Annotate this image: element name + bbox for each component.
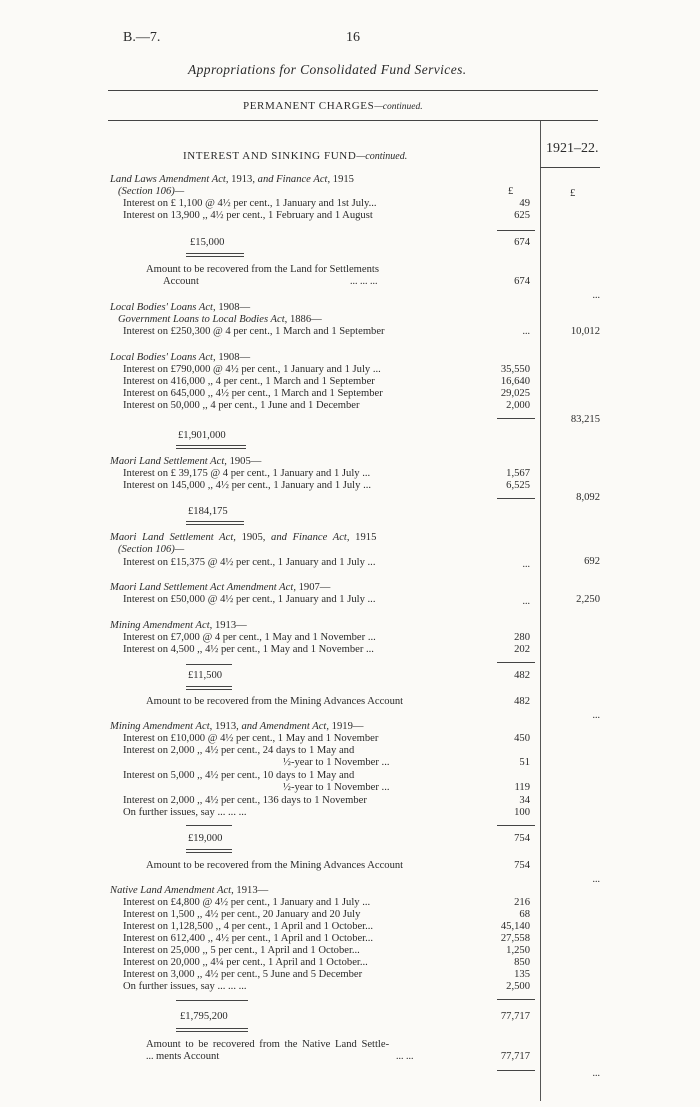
year-rule bbox=[540, 167, 600, 168]
total-rule bbox=[176, 448, 246, 449]
act-title: Native Land Amendment Act, 1913— bbox=[110, 885, 269, 896]
interest-value: 2,000 bbox=[506, 400, 530, 411]
act-section: (Section 106)— bbox=[118, 186, 185, 197]
recovery-line: Amount to be recovered from the Land for Settlements bbox=[146, 264, 379, 275]
total-rule bbox=[186, 825, 232, 826]
interest-value: 51 bbox=[519, 757, 530, 768]
act-title: Maori Land Settlement Act, 1905, and Finance Act, 1915 bbox=[110, 532, 377, 543]
appropriation-value: ... bbox=[592, 290, 600, 301]
pound-sign-column-2: £ bbox=[570, 188, 576, 199]
interest-line: Interest on 612,400 ,, 4½ per cent., 1 April and 1 October... bbox=[123, 933, 374, 944]
appropriation-value: 83,215 bbox=[570, 414, 600, 425]
interest-value: 68 bbox=[519, 909, 530, 920]
interest-line: Interest on 145,000 ,, 4½ per cent., 1 January and 1 July ... bbox=[123, 480, 372, 491]
interest-line: Interest on 5,000 ,, 4½ per cent., 10 days to 1 May and bbox=[123, 770, 355, 781]
subtitle-rule bbox=[108, 120, 598, 121]
subtotal-value: 482 bbox=[514, 670, 530, 681]
total-rule bbox=[186, 689, 232, 690]
appropriation-value: 8,092 bbox=[576, 492, 600, 503]
interest-line: Interest on £4,800 @ 4½ per cent., 1 January and 1 July ... bbox=[123, 897, 371, 908]
interest-value: 27,558 bbox=[500, 933, 530, 944]
interest-value: 35,550 bbox=[500, 364, 530, 375]
year-column-heading: 1921–22. bbox=[546, 141, 599, 156]
leader-dots: ... ... bbox=[396, 1051, 414, 1062]
recovery-value: 77,717 bbox=[500, 1051, 530, 1062]
interest-line: Interest on 2,000 ,, 4½ per cent., 136 days to 1 November bbox=[123, 795, 367, 806]
interest-line: Interest on 13,900 ,, 4½ per cent., 1 February and 1 August bbox=[123, 210, 373, 221]
interest-line: Interest on £250,300 @ 4 per cent., 1 March and 1 September bbox=[123, 326, 385, 337]
recovery-line: Amount to be recovered from the Mining Advances Account bbox=[146, 696, 404, 707]
principal-total: £15,000 bbox=[190, 237, 225, 248]
recovery-value: 674 bbox=[514, 276, 530, 287]
total-rule bbox=[186, 256, 244, 257]
act-title: Maori Land Settlement Act, 1905— bbox=[110, 456, 262, 467]
act-title: Land Laws Amendment Act, 1913, and Finance Act, 1915 bbox=[110, 174, 354, 185]
act-title: Mining Amendment Act, 1913, and Amendment Act, 1919— bbox=[110, 721, 364, 732]
interest-value: 2,500 bbox=[506, 981, 530, 992]
appropriation-value: 10,012 bbox=[570, 326, 600, 337]
interest-value: ... bbox=[522, 326, 530, 337]
interest-value: 34 bbox=[519, 795, 530, 806]
recovery-line: ... ments Account bbox=[146, 1051, 220, 1062]
title-rule bbox=[108, 90, 598, 91]
interest-line: Interest on 416,000 ,, 4 per cent., 1 March and 1 September bbox=[123, 376, 375, 387]
column-divider bbox=[540, 121, 541, 1101]
interest-line: Interest on 2,000 ,, 4½ per cent., 24 days to 1 May and bbox=[123, 745, 355, 756]
interest-line: Interest on 645,000 ,, 4½ per cent., 1 March and 1 September bbox=[123, 388, 383, 399]
total-rule bbox=[186, 521, 244, 522]
document-reference: B.—7. bbox=[123, 30, 161, 45]
interest-line: Interest on 1,128,500 ,, 4 per cent., 1 April and 1 October... bbox=[123, 921, 374, 932]
interest-value: 1,250 bbox=[506, 945, 530, 956]
subtotal-rule bbox=[497, 999, 535, 1000]
interest-line: Interest on 4,500 ,, 4½ per cent., 1 May and 1 November ... bbox=[123, 644, 374, 655]
leader-dots: ... ... ... bbox=[350, 276, 378, 287]
principal-total: £11,500 bbox=[188, 670, 223, 681]
interest-value: 450 bbox=[514, 733, 530, 744]
recovery-value: 482 bbox=[514, 696, 530, 707]
act-title: Maori Land Settlement Act Amendment Act, 1907— bbox=[110, 582, 331, 593]
page-subtitle: PERMANENT CHARGES—continued. bbox=[243, 100, 423, 112]
interest-value: 45,140 bbox=[500, 921, 530, 932]
interest-line: Interest on £ 39,175 @ 4 per cent., 1 January and 1 July ... bbox=[123, 468, 371, 479]
interest-line: Interest on 1,500 ,, 4½ per cent., 20 January and 20 July bbox=[123, 909, 361, 920]
page-title: Appropriations for Consolidated Fund Services. bbox=[188, 62, 467, 77]
subtotal-value: 754 bbox=[514, 833, 530, 844]
interest-value: 135 bbox=[514, 969, 530, 980]
act-title: Government Loans to Local Bodies Act, 1886— bbox=[118, 314, 322, 325]
interest-value: 6,525 bbox=[506, 480, 530, 491]
interest-line: Interest on 50,000 ,, 4 per cent., 1 June and 1 December bbox=[123, 400, 360, 411]
interest-value: 850 bbox=[514, 957, 530, 968]
subtotal-value: 77,717 bbox=[500, 1011, 530, 1022]
interest-line: Interest on 3,000 ,, 4½ per cent., 5 June and 5 December bbox=[123, 969, 363, 980]
principal-total: £1,795,200 bbox=[180, 1011, 228, 1022]
interest-value: 49 bbox=[519, 198, 530, 209]
appropriation-value: ... bbox=[592, 710, 600, 721]
interest-line: Interest on £ 1,100 @ 4½ per cent., 1 January and 1st July... bbox=[123, 198, 377, 209]
further-issues-line: On further issues, say ... ... ... bbox=[123, 981, 247, 992]
principal-total: £1,901,000 bbox=[178, 430, 226, 441]
interest-line: ½-year to 1 November ... bbox=[283, 757, 390, 768]
act-title: Local Bodies' Loans Act, 1908— bbox=[110, 302, 251, 313]
subtotal-value: 674 bbox=[514, 237, 530, 248]
total-rule bbox=[186, 686, 232, 687]
interest-value: 202 bbox=[514, 644, 530, 655]
appropriation-value: ... bbox=[592, 874, 600, 885]
section-heading: INTEREST AND SINKING FUND—continued. bbox=[183, 150, 408, 162]
interest-value: 280 bbox=[514, 632, 530, 643]
subtotal-rule bbox=[497, 662, 535, 663]
principal-total: £19,000 bbox=[188, 833, 223, 844]
interest-line: Interest on £50,000 @ 4½ per cent., 1 January and 1 July ... bbox=[123, 594, 376, 605]
subtotal-rule bbox=[497, 230, 535, 231]
interest-line: Interest on £10,000 @ 4½ per cent., 1 May and 1 November bbox=[123, 733, 379, 744]
recovery-value: 754 bbox=[514, 860, 530, 871]
interest-value: ... bbox=[522, 559, 530, 570]
interest-value: ... bbox=[522, 596, 530, 607]
interest-line: ½-year to 1 November ... bbox=[283, 782, 390, 793]
interest-line: Interest on £790,000 @ 4½ per cent., 1 January and 1 July ... bbox=[123, 364, 381, 375]
interest-line: Interest on 25,000 ,, 5 per cent., 1 April and 1 October... bbox=[123, 945, 360, 956]
interest-value: 29,025 bbox=[500, 388, 530, 399]
interest-value: 1,567 bbox=[506, 468, 530, 479]
total-rule bbox=[186, 524, 244, 525]
total-rule bbox=[186, 253, 244, 254]
total-rule bbox=[176, 1000, 248, 1001]
interest-value: 16,640 bbox=[500, 376, 530, 387]
interest-value: 100 bbox=[514, 807, 530, 818]
interest-value: 625 bbox=[514, 210, 530, 221]
recovery-line: Account bbox=[163, 276, 199, 287]
subtotal-rule bbox=[497, 825, 535, 826]
recovery-line: Amount to be recovered from the Mining Advances Account bbox=[146, 860, 404, 871]
interest-value: 216 bbox=[514, 897, 530, 908]
act-section: (Section 106)— bbox=[118, 544, 185, 555]
interest-line: Interest on £7,000 @ 4 per cent., 1 May and 1 November ... bbox=[123, 632, 376, 643]
interest-line: Interest on 20,000 ,, 4¼ per cent., 1 April and 1 October... bbox=[123, 957, 368, 968]
act-title: Mining Amendment Act, 1913— bbox=[110, 620, 247, 631]
page-number: 16 bbox=[346, 30, 360, 45]
total-rule bbox=[176, 1028, 248, 1029]
total-rule bbox=[186, 664, 232, 665]
recovery-line: Amount to be recovered from the Native Land Settle- bbox=[146, 1039, 390, 1050]
interest-line: Interest on £15,375 @ 4½ per cent., 1 January and 1 July ... bbox=[123, 557, 376, 568]
total-rule bbox=[176, 1031, 248, 1032]
pound-sign-column-1: £ bbox=[508, 186, 514, 197]
act-title: Local Bodies' Loans Act, 1908— bbox=[110, 352, 251, 363]
total-rule bbox=[176, 445, 246, 446]
appropriation-value: 692 bbox=[584, 556, 600, 567]
interest-value: 119 bbox=[514, 782, 530, 793]
further-issues-line: On further issues, say ... ... ... bbox=[123, 807, 247, 818]
appropriation-value: 2,250 bbox=[576, 594, 600, 605]
total-rule bbox=[186, 849, 232, 850]
appropriation-value: ... bbox=[592, 1068, 600, 1079]
total-rule bbox=[186, 852, 232, 853]
principal-total: £184,175 bbox=[188, 506, 228, 517]
